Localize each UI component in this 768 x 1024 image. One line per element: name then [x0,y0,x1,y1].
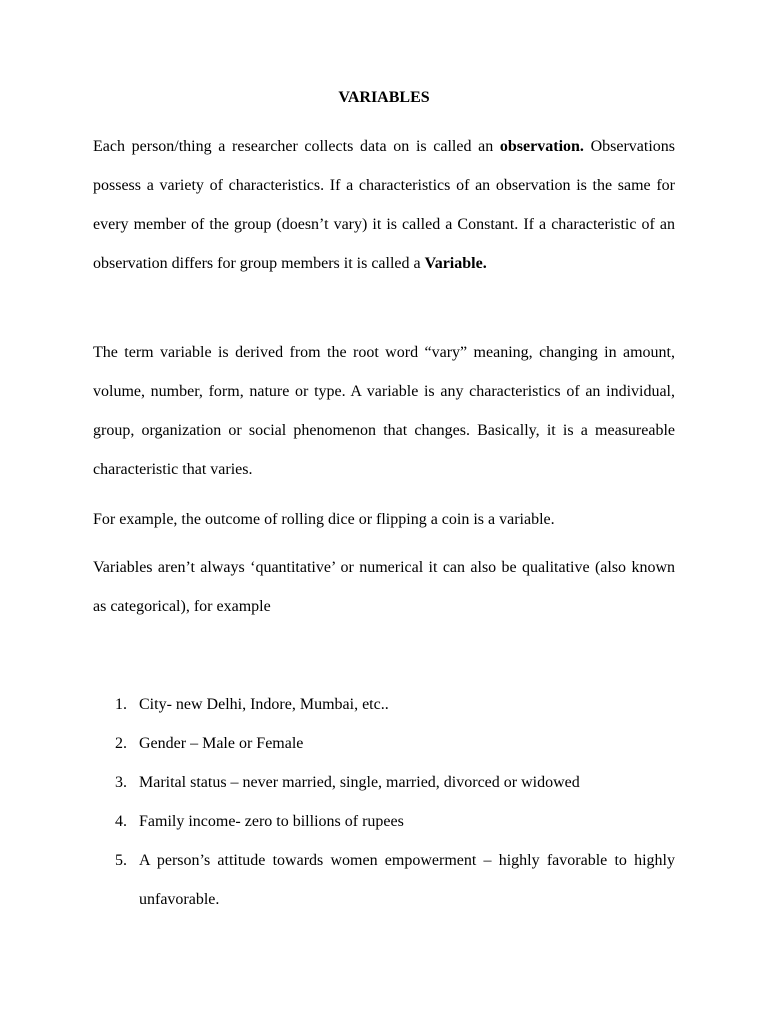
list-item-text: Marital status – never married, single, married, divorced or widowed [139,774,580,791]
paragraph1-intro: Each person/thing a researcher collects data on is called an [93,138,500,155]
list-item [93,685,675,724]
list-item-number: 4. [115,813,127,830]
list-item-text: A person’s attitude towards women empowerment – highly favorable to highly unfavorable. [139,852,675,908]
list-item [93,802,675,841]
paragraph-variable-definition: The term variable is derived from the root word “vary” meaning, changing in amount, volume, number, form, nature or type. A variable is any characteristics of an individual, group, organization or social phenomenon that changes. Basically, it is a measureable characteristic that varies. [93,344,675,478]
paragraph-observation-definition [93,127,675,283]
examples-list [93,685,675,919]
paragraph1-middle: Observations possess a variety of characteristics. If a characteristics of an observation is the same for every member of the group (doesn’t vary) it is called a Constant. If a characteristic of an observation differs for group members it is called a [93,138,675,272]
document-title: VARIABLES [338,89,430,106]
list-item-number: 3. [115,774,127,791]
list-item [93,763,675,802]
list-item [93,841,675,919]
paragraph-qualitative: Variables aren’t always ‘quantitative’ or numerical it can also be qualitative (also known as categorical), for example [93,559,675,615]
list-item-text: City- new Delhi, Indore, Mumbai, etc.. [139,696,389,713]
list-item-text: Family income- zero to billions of rupees [139,813,404,830]
observation-term: observation. [499,138,584,155]
list-item [93,724,675,763]
list-item-number: 1. [115,696,127,713]
paragraph-example: For example, the outcome of rolling dice or flipping a coin is a variable. [93,511,555,528]
list-item-number: 5. [115,852,127,869]
variable-term: Variable. [424,255,487,272]
list-item-number: 2. [115,735,127,752]
list-item-text: Gender – Male or Female [139,735,304,752]
